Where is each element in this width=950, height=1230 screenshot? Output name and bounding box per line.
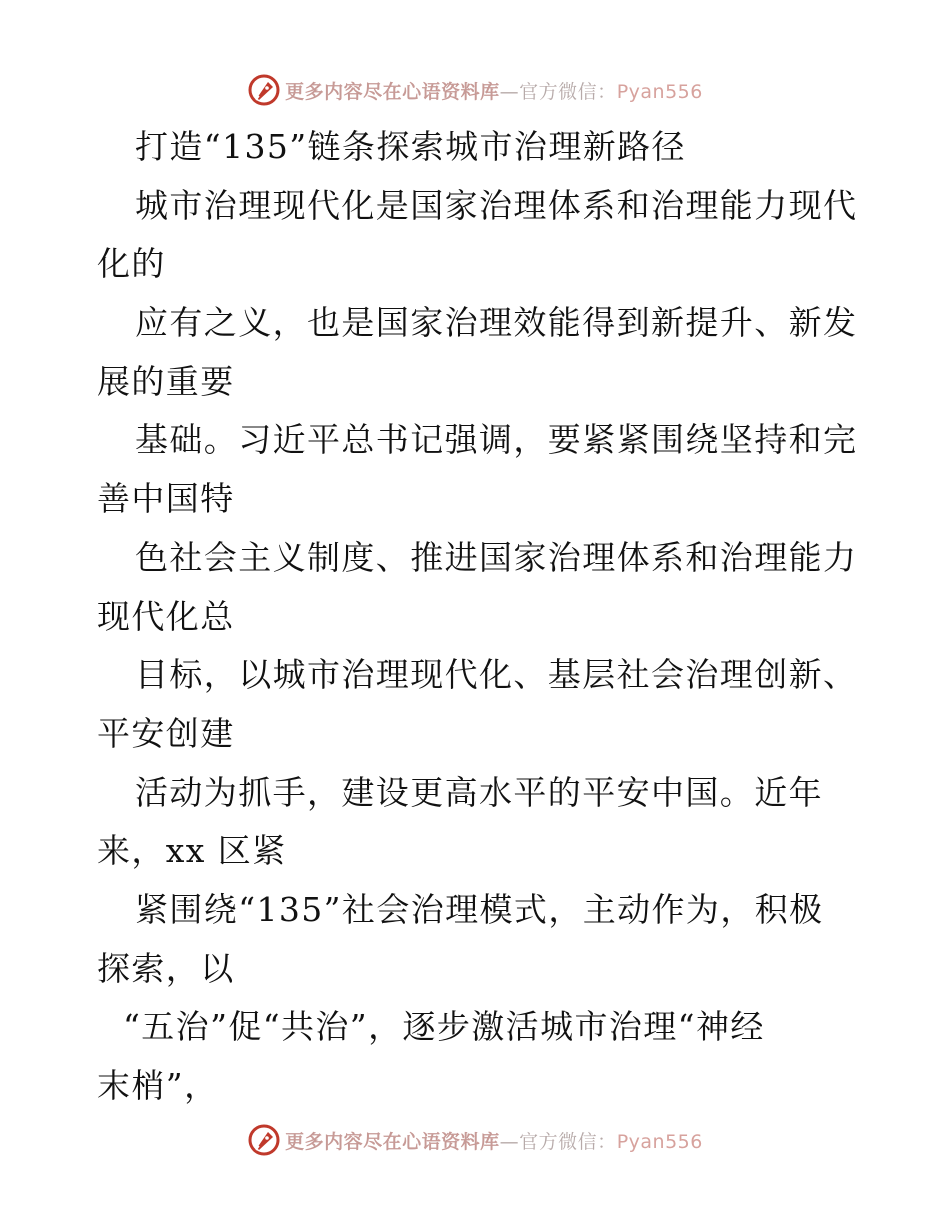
text-line: 善中国特 [97, 479, 235, 519]
footer-banner-wechat: Pyan556 [616, 1130, 703, 1153]
text-line: 化的 [97, 244, 166, 284]
header-banner-text [285, 77, 703, 104]
text-line: 现代化总 [97, 596, 235, 636]
document-title: 打造“135”链条探索城市治理新路径 [135, 127, 686, 166]
text-line: 城市治理现代化是国家治理体系和治理能力现代 [135, 185, 858, 225]
text-line: 平安创建 [97, 713, 235, 753]
text-line: “五治”促“共治”，逐步激活城市治理“神经 [123, 1007, 765, 1047]
footer-banner [0, 1120, 950, 1160]
pen-nib-logo-icon [247, 73, 281, 107]
text-line: 目标，以城市治理现代化、基层社会治理创新、 [135, 655, 858, 695]
text-line: 展的重要 [97, 361, 235, 401]
header-banner-dash: — [499, 80, 520, 103]
text-line: 活动为抓手，建设更高水平的平安中国。近年 [135, 772, 823, 812]
footer-banner-dash: — [499, 1130, 520, 1153]
pen-nib-logo-icon [247, 1123, 281, 1157]
text-line: 应有之义，也是国家治理效能得到新提升、新发 [135, 303, 858, 343]
footer-banner-text [285, 1127, 703, 1154]
text-line: 基础。习近平总书记强调，要紧紧围绕坚持和完 [135, 420, 858, 460]
text-line: 末梢”， [97, 1066, 219, 1105]
header-banner-rest: 官方微信： [519, 80, 617, 103]
text-line: 来，xx 区紧 [97, 831, 287, 871]
footer-banner-rest: 官方微信： [519, 1130, 617, 1153]
header-banner [0, 70, 950, 110]
document-body [97, 118, 857, 1116]
text-line: 色社会主义制度、推进国家治理体系和治理能力 [135, 537, 858, 577]
header-banner-wechat: Pyan556 [616, 80, 703, 103]
text-line: 紧围绕“135”社会治理模式，主动作为，积极 [135, 889, 824, 929]
header-banner-lead: 更多内容尽在心语资料库 [285, 80, 500, 103]
footer-banner-lead: 更多内容尽在心语资料库 [285, 1130, 500, 1153]
text-line: 探索，以 [97, 948, 235, 988]
